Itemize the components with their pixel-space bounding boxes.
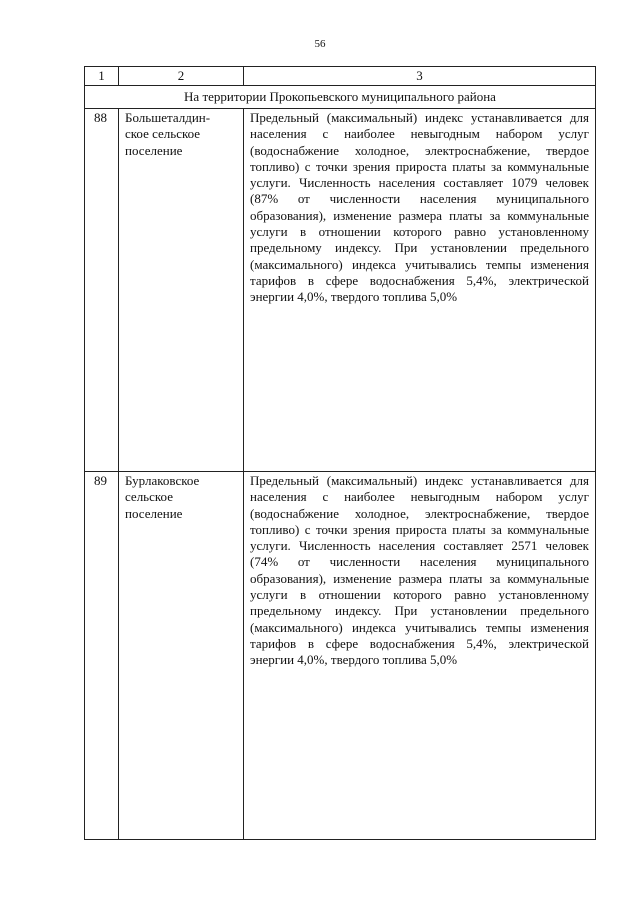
row-number: 89 — [85, 472, 119, 840]
region-title-row — [85, 86, 596, 109]
column-number-row — [85, 67, 596, 86]
table-row — [85, 472, 596, 840]
index-table — [84, 66, 596, 840]
page-number: 56 — [314, 38, 326, 50]
region-title: На территории Прокопьевского муниципального района — [85, 86, 596, 109]
column-number-2: 2 — [119, 67, 244, 86]
table-row — [85, 109, 596, 472]
row-number: 88 — [85, 109, 119, 472]
index-description: Предельный (максимальный) индекс устанавливается для населения с наиболее невыгодным набором услуг (водоснабжение холодное, электроснабжение, твердое топливо) с точки зрения прироста платы за коммунальные услуги. Численность населения составляет 1079 человек (87% от численности населения муниципального образования), изменение размера платы за коммунальные услуги в отношении которого равно установленному предельному индексу. При установлении предельного (максимального) индекса учитывались темпы изменения тарифов в сфере водоснабжения 5,4%, электрической энергии 4,0%, твердого топлива 5,0% — [244, 109, 596, 472]
column-number-1: 1 — [85, 67, 119, 86]
index-description: Предельный (максимальный) индекс устанавливается для населения с наиболее невыгодным набором услуг (водоснабжение холодное, электроснабжение, твердое топливо) с точки зрения прироста платы за коммунальные услуги. Численность населения составляет 2571 человек (74% от численности населения муниципального образования), изменение размера платы за коммунальные услуги в отношении которого равно установленному предельному индексу. При установлении предельного (максимального) индекса учитывались темпы изменения тарифов в сфере водоснабжения 5,4%, электрической энергии 4,0%, твердого топлива 5,0% — [244, 472, 596, 840]
settlement-name: Бурлаковское сельское поселение — [119, 472, 244, 840]
column-number-3: 3 — [244, 67, 596, 86]
settlement-name: Большеталдин- ское сельское поселение — [119, 109, 244, 472]
